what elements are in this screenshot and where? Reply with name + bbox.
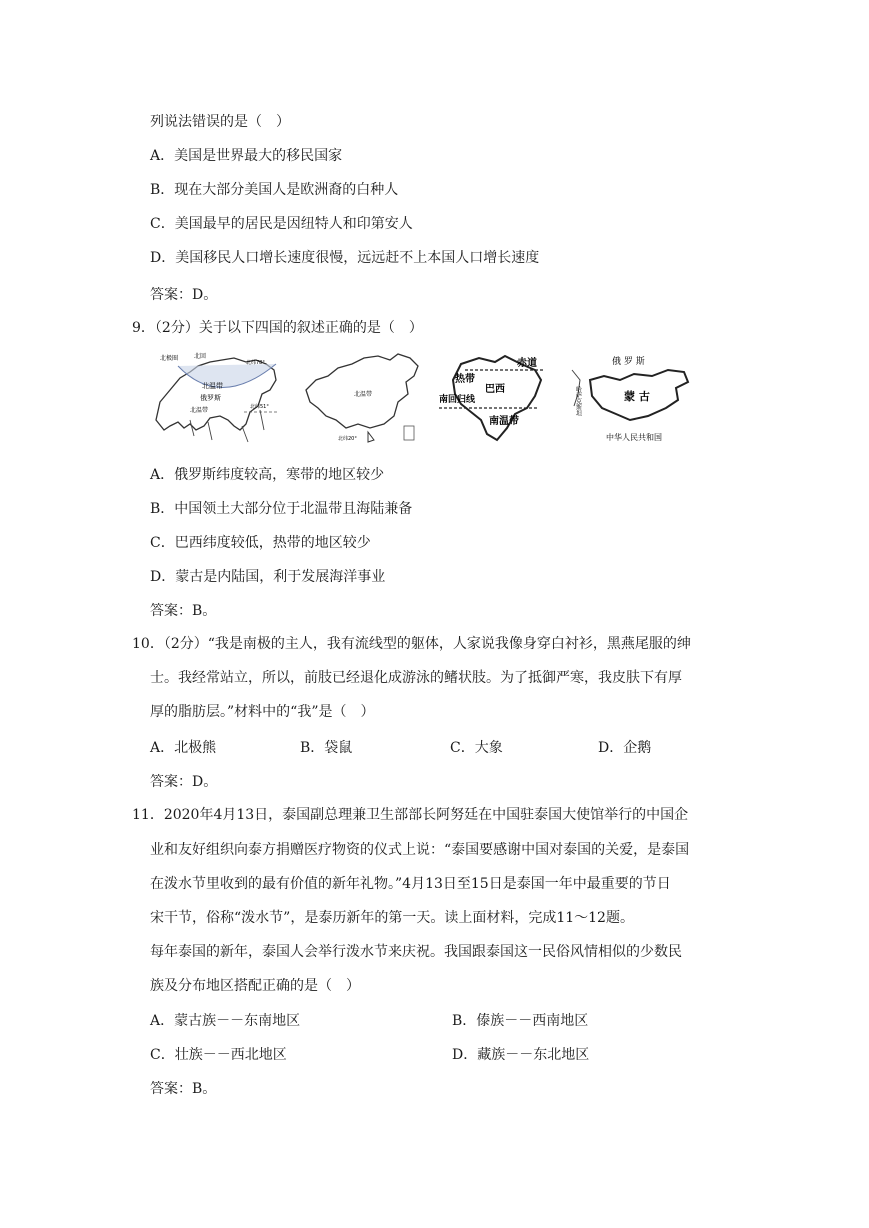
russia-label-1: 北回 (194, 353, 207, 360)
q10-line-2: 士。我经常站立，所以，前肢已经退化成游泳的鳍状肢。为了抵御严寒，我皮肤下有厚 (150, 670, 682, 686)
q8-option-a: A．美国是世界最大的移民国家 (150, 148, 343, 164)
russia-label-4: 北温带 (190, 407, 209, 414)
q8-option-b: B．现在大部分美国人是欧洲裔的白种人 (150, 182, 399, 198)
q11-option-a: A．蒙古族－－东南地区 (150, 1013, 301, 1029)
q11-option-d: D．藏族－－东北地区 (452, 1047, 590, 1063)
q11-option-b: B．傣族－－西南地区 (452, 1013, 589, 1029)
q8-option-c: C．美国最早的居民是因纽特人和印第安人 (150, 216, 413, 232)
q8-stem-tail: 列说法错误的是（ ） (150, 114, 290, 130)
brazil-label-2: 巴西 (485, 384, 505, 395)
mongolia-label-3: 中华人民共和国 (606, 433, 662, 442)
russia-label-5: 北纬78° (246, 360, 265, 366)
q10-option-d: D．企鹅 (598, 740, 652, 756)
q9-answer: 答案：B。 (150, 603, 217, 619)
q11-line-2: 业和友好组织向泰方捐赠医疗物资的仪式上说：“泰国要感谢中国对泰国的关爱，是泰国 (150, 842, 690, 858)
mongolia-label-2: 哈萨克斯坦 (574, 386, 582, 416)
q8-option-d: D．美国移民人口增长速度很慢，远远赶不上本国人口增长速度 (150, 250, 540, 266)
q10-option-c: C．大象 (450, 740, 503, 756)
brazil-label-1: 热带 (455, 374, 475, 385)
russia-map (150, 350, 282, 446)
q10-line-1: 10．（2分）“我是南极的主人，我有流线型的躯体，人家说我像身穿白衬衫，黑燕尾服的绅 (132, 636, 691, 652)
q11-line-3: 在泼水节里收到的最有价值的新年礼物。”4月13日至15日是泰国一年中最重要的节日 (150, 876, 671, 892)
russia-label-0: 北极圈 (160, 355, 179, 362)
russia-label-6: 北纬51° (250, 404, 269, 410)
mongolia-label-1: 蒙 古 (624, 390, 650, 403)
brazil-label-3: 南回归线 (439, 395, 476, 405)
q9-option-d: D．蒙古是内陆国，利于发展海洋事业 (150, 569, 386, 585)
q9-option-b: B．中国领土大部分位于北温带且海陆兼备 (150, 501, 413, 517)
mongolia-map (568, 350, 698, 446)
q9-maps (150, 350, 710, 450)
q11-line-5: 每年泰国的新年，泰国人会举行泼水节来庆祝。我国跟泰国这一民俗风情相似的少数民 (150, 944, 682, 960)
q10-option-b: B．袋鼠 (300, 740, 353, 756)
russia-label-2: 北温带 (202, 382, 223, 390)
q8-answer: 答案：D。 (150, 287, 218, 303)
q9-option-a: A．俄罗斯纬度较高，寒带的地区较少 (150, 467, 385, 483)
q11-answer: 答案：B。 (150, 1081, 217, 1097)
q11-option-c: C．壮族－－西北地区 (150, 1047, 287, 1063)
mongolia-label-0: 俄 罗 斯 (612, 357, 645, 367)
brazil-label-0: 赤道 (517, 358, 537, 369)
q10-line-3: 厚的脂肪层。”材料中的“我”是（ ） (150, 704, 375, 720)
q11-line-1: 11．2020年4月13日，泰国副总理兼卫生部部长阿努廷在中国驻泰国大使馆举行的中国企 (132, 807, 689, 823)
china-label-1: 北纬20° (338, 436, 357, 442)
russia-label-3: 俄罗斯 (200, 394, 221, 402)
q9-stem: 9．（2分）关于以下四国的叙述正确的是（ ） (132, 320, 423, 336)
q10-answer: 答案：D。 (150, 774, 218, 790)
q9-option-c: C．巴西纬度较低，热带的地区较少 (150, 535, 371, 551)
china-map (298, 350, 428, 446)
q11-line-6: 族及分布地区搭配正确的是（ ） (150, 978, 360, 994)
brazil-map (435, 350, 555, 446)
china-label-0: 北温带 (354, 391, 373, 398)
q11-line-4: 宋干节，俗称“泼水节”，是泰历新年的第一天。读上面材料，完成11～12题。 (150, 910, 634, 926)
brazil-label-4: 南温带 (489, 416, 519, 427)
q10-option-a: A．北极熊 (150, 740, 217, 756)
